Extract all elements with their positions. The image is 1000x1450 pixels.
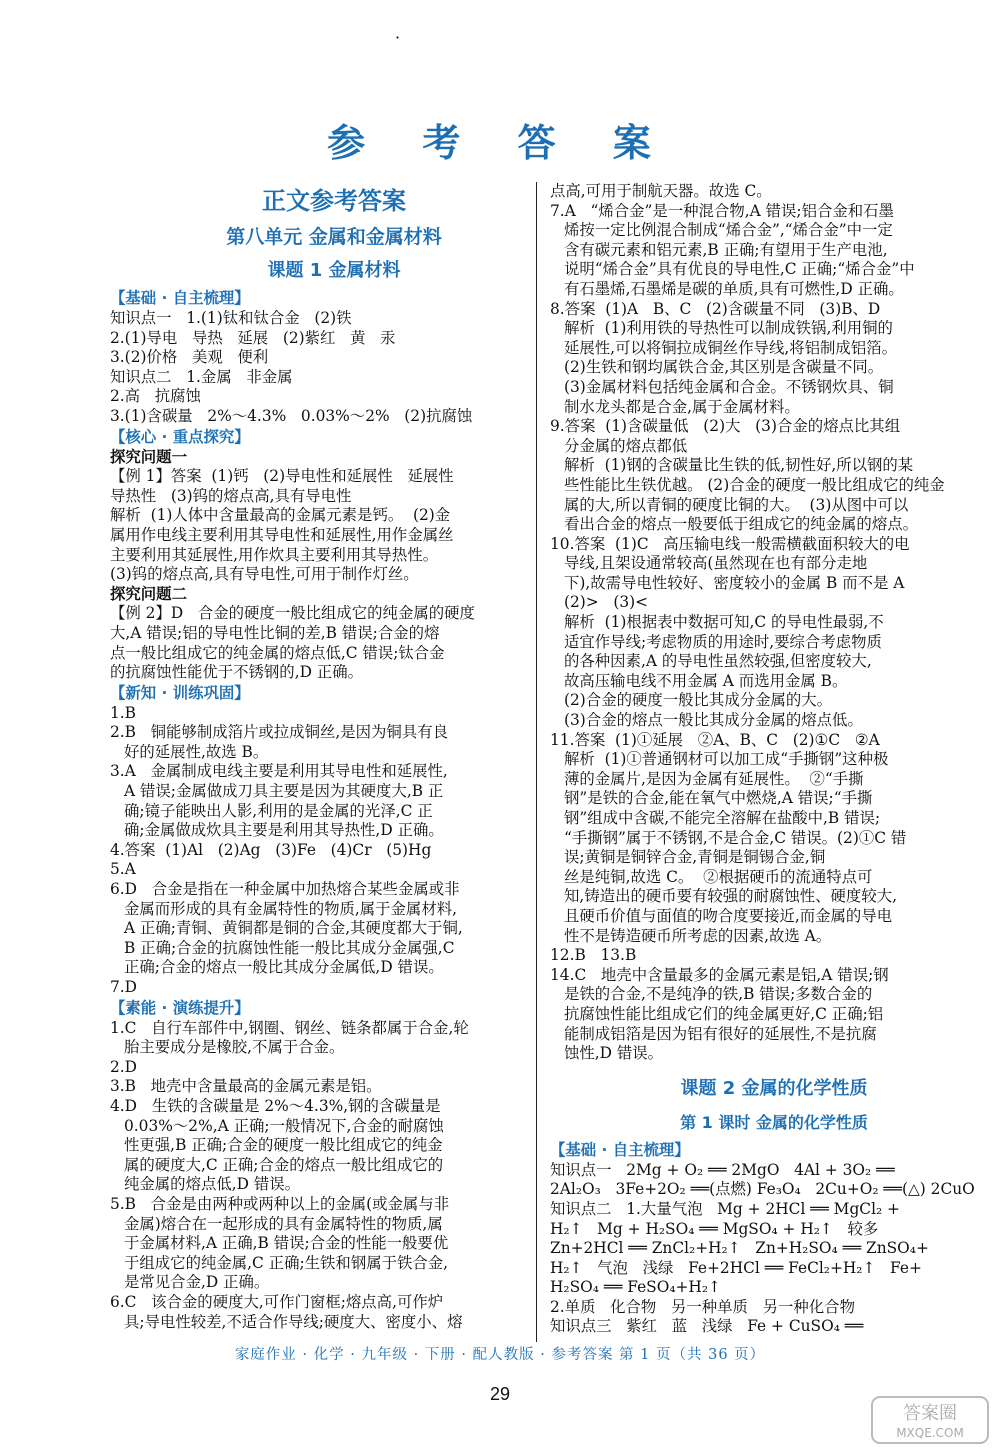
answer-line: 抗腐蚀性能比组成它们的纯金属更好,C 正确;铝 — [564, 1004, 884, 1023]
answer-line: “手撕钢”属于不锈钢,不是合金,C 错误。(2)①C 错 — [564, 828, 907, 847]
answer-line: 3.A 金属制成电线主要是利用其导电性和延展性, — [110, 762, 448, 781]
answer-line: 点高,可用于制航天器。故选 C。 — [550, 182, 772, 200]
answer-line: 12.B 13.B — [550, 946, 637, 965]
watermark-url: MXQE.COM — [896, 1426, 964, 1440]
period-1-title: 第 1 课时 金属的化学性质 — [680, 1112, 868, 1132]
answer-line: B 正确;合金的抗腐蚀性能一般比其成分金属强,C — [124, 938, 455, 957]
answer-line: H₂↑ 气泡 浅绿 Fe+2HCl ══ FeCl₂+H₂↑ Fe+ — [550, 1258, 922, 1277]
answer-line: A 错误;金属做成刀具主要是因为其硬度大,B 正 — [124, 782, 444, 801]
answer-line: 5.A — [110, 860, 136, 879]
answer-line: (3)金属材料包括纯金属和合金。不锈钢炊具、铜 — [564, 377, 894, 396]
answer-line: 1.B — [110, 703, 136, 722]
section-label-improve: 【素能 · 演练提升】 — [110, 998, 250, 1017]
answer-line: 胎主要成分是橡胶,不属于合金。 — [124, 1038, 345, 1057]
answer-line: 金属而形成的具有金属特性的物质,属于金属材料, — [124, 899, 457, 918]
answer-line: 4.答案 (1)Al (2)Ag (3)Fe (4)Cr (5)Hg — [110, 840, 432, 859]
answer-line: 【例 2】D 合金的硬度一般比组成它的纯金属的硬度 — [110, 604, 475, 623]
answer-line: 属的硬度大,C 正确;合金的熔点一般比组成它的 — [124, 1155, 444, 1174]
answer-line: 性不是铸造硬币所考虑的因素,故选 A。 — [564, 926, 832, 945]
answer-line: 能制成铝箔是因为铝有很好的延展性,不是抗腐 — [564, 1024, 877, 1043]
answer-line: 2.高 抗腐蚀 — [110, 387, 201, 406]
lesson-title: 课题 1 金属材料 — [267, 260, 401, 281]
answer-line: 6.D 合金是指在一种金属中加热熔合某些金属或非 — [110, 880, 460, 899]
answer-line: 薄的金属片,是因为金属有延展性。 ②“手撕 — [564, 769, 864, 788]
answer-line: 2.D — [110, 1057, 138, 1076]
watermark-text: 答案圈 — [903, 1403, 957, 1424]
section-label-core: 【核心 · 重点探究】 — [110, 427, 250, 446]
answer-line: 下),故需导电性较好、密度较小的金属 B 而不是 A — [564, 573, 905, 592]
answer-line: A 正确;青铜、黄铜都是铜的合金,其硬度都大于铜, — [124, 919, 463, 938]
question-title-1: 探究问题一 — [110, 447, 187, 466]
answer-line: 确;镜子能映出人影,利用的是金属的光泽,C 正 — [124, 801, 433, 820]
answer-line: 0.03%～2%,A 正确;一般情况下,合金的耐腐蚀 — [124, 1116, 444, 1135]
answer-line: 解析 (1)利用铁的导热性可以制成铁锅,利用铜的 — [564, 319, 893, 338]
chemistry-answers — [550, 1161, 998, 1337]
lesson-2-title: 课题 2 金属的化学性质 — [680, 1077, 868, 1099]
answer-line: 好的延展性,故选 B。 — [124, 742, 269, 761]
answer-line: (3)钨的熔点高,具有导电性,可用于制作灯丝。 — [110, 565, 419, 584]
answer-line: 是常见合金,D 正确。 — [124, 1273, 270, 1292]
answer-line: 9.答案 (1)含碳量低 (2)大 (3)合金的熔点比其组 — [550, 417, 901, 436]
basic-answers — [110, 309, 558, 427]
answer-line: 蚀性,D 错误。 — [564, 1044, 664, 1063]
top-dot: · — [395, 28, 401, 47]
answer-line: 具;导电性较差,不适合作导线;硬度大、密度小、熔 — [124, 1312, 463, 1331]
answer-line: 大,A 错误;铝的导电性比铜的差,B 错误;合金的熔 — [110, 623, 440, 642]
answer-line: 于组成它的纯金属,C 正确;生铁和钢属于铁合金, — [124, 1253, 449, 1272]
answer-line: 2Al₂O₃ 3Fe+2O₂ ══(点燃) Fe₃O₄ 2Cu+O₂ ══(△) 2CuO — [550, 1180, 975, 1199]
page-footer: 家庭作业 · 化学 · 九年级 · 下册 · 配人教版 · 参考答案 第 1 页（共 36 页） — [234, 1347, 766, 1363]
answer-line: 解析 (1)人体中含量最高的金属元素是钙。 (2)金 — [110, 506, 451, 525]
answer-line: 故高压输电线不用金属 A 而选用金属 B。 — [564, 671, 848, 690]
answer-line: 知识点一 2Mg + O₂ ══ 2MgO 4Al + 3O₂ ══ — [550, 1160, 895, 1179]
answer-line: 1.C 自行车部件中,钢圈、钢丝、链条都属于合金,轮 — [110, 1018, 469, 1037]
answer-line: 于金属材料,A 正确,B 错误;合金的性能一般要优 — [124, 1234, 449, 1253]
answer-line: 7.D — [110, 978, 138, 996]
answer-line: 适宜作导线;考虑物质的用途时,要综合考虑物质 — [564, 632, 882, 651]
answer-line: (2)合金的硬度一般比其成分金属的大。 — [564, 691, 833, 710]
answer-line: Zn+2HCl ══ ZnCl₂+H₂↑ Zn+H₂SO₄ ══ ZnSO₄+ — [550, 1239, 929, 1258]
question-title-2: 探究问题二 — [110, 584, 187, 603]
answer-line: 7.A “烯合金”是一种混合物,A 错误;铝合金和石墨 — [550, 201, 894, 220]
answer-line: 烯按一定比例混合制成“烯合金”,“烯合金”中一定 — [564, 221, 893, 240]
example-2-answers — [110, 604, 558, 682]
answer-line: 2.B 铜能够制成箔片或拉成铜丝,是因为铜具有良 — [110, 723, 448, 742]
answer-line: 4.D 生铁的含碳量是 2%～4.3%,钢的含碳量是 — [110, 1096, 441, 1115]
answer-line: 误;黄铜是铜锌合金,青铜是铜锡合金,铜 — [564, 848, 826, 867]
answer-line: 3.(1)含碳量 2%～4.3% 0.03%～2% (2)抗腐蚀 — [110, 406, 473, 425]
answer-line: 说明“烯合金”具有优良的导电性,C 正确;“烯合金”中 — [564, 260, 915, 279]
answer-line: 有石墨烯,石墨烯是碳的单质,具有可燃性,D 正确。 — [564, 279, 904, 298]
answer-line: 丝是纯铜,故选 C。 ②根据硬币的流通特点可 — [564, 867, 873, 886]
section-label-basic-2: 【基础 · 自主梳理】 — [550, 1140, 690, 1159]
answer-line: 知识点二 1.金属 非金属 — [110, 367, 293, 386]
answer-line: 看出合金的熔点一般要低于组成它的纯金属的熔点。 — [564, 515, 918, 534]
answer-line: 属的大,所以青铜的硬度比铜的大。 (3)从图中可以 — [564, 495, 909, 514]
answer-line: 金属)熔合在一起形成的具有金属特性的物质,属 — [124, 1214, 443, 1233]
answer-line: 10.答案 (1)C 高压输电线一般需横截面积较大的电 — [550, 534, 910, 553]
answer-line: 点一般比组成它的纯金属的熔点低,C 错误;钛合金 — [110, 643, 445, 662]
answer-line: H₂↑ Mg + H₂SO₄ ══ MgSO₄ + H₂↑ 较多 — [550, 1219, 879, 1238]
answer-line: 8.答案 (1)A B、C (2)含碳量不同 (3)B、D — [550, 299, 881, 318]
section-label-basic: 【基础 · 自主梳理】 — [110, 289, 250, 307]
answer-line: 正确;合金的熔点一般比其成分金属低,D 错误。 — [124, 958, 444, 977]
answer-line: 且硬币价值与面值的吻合度要接近,而金属的导电 — [564, 906, 893, 925]
page-number: 29 — [489, 1384, 511, 1404]
example-1-answers — [110, 467, 558, 585]
answer-line: 的抗腐蚀性能优于不锈钢的,D 正确。 — [110, 663, 363, 682]
answer-line: 含有碳元素和铝元素,B 正确;有望用于生产电池, — [564, 240, 888, 259]
answer-line: 是铁的合金,不是纯净的铁,B 错误;多数合金的 — [564, 985, 873, 1004]
answer-line: 11.答案 (1)①延展 ②A、B、C (2)①C ②A — [550, 730, 880, 749]
answer-line: (3)合金的熔点一般比其成分金属的熔点低。 — [564, 711, 863, 730]
answer-line: 钢”是铁的合金,能在氧气中燃烧,A 错误;“手撕 — [564, 789, 873, 808]
answer-line: 解析 (1)根据表中数据可知,C 的导电性最弱,不 — [564, 613, 884, 632]
answer-line: 6.C 该合金的硬度大,可作门窗框;熔点高,可作炉 — [110, 1292, 444, 1311]
answer-line: 3.B 地壳中含量最高的金属元素是铝。 — [110, 1077, 382, 1096]
answer-line: 属用作电线主要利用其导电性和延展性,用作金属丝 — [110, 525, 454, 544]
answer-line: 知识点一 1.(1)钛和钛合金 (2)铁 — [110, 309, 352, 327]
section-label-practice: 【新知 · 训练巩固】 — [110, 683, 250, 702]
right-column — [550, 182, 998, 1337]
left-column — [110, 182, 558, 1332]
answer-line: 解析 (1)①普通钢材可以加工成“手撕钢”这种极 — [564, 750, 889, 769]
answer-line: H₂SO₄ ══ FeSO₄+H₂↑ — [550, 1278, 721, 1297]
answer-line: 3.(2)价格 美观 便利 — [110, 348, 269, 367]
answer-line: 知识点二 1.大量气泡 Mg + 2HCl ══ MgCl₂ + — [550, 1199, 900, 1218]
answer-line: 性更强,B 正确;合金的硬度一般比组成它的纯金 — [124, 1136, 443, 1155]
answer-line: 5.B 合金是由两种或两种以上的金属(或金属与非 — [110, 1194, 450, 1213]
answer-line: 制水龙头都是合金,属于金属材料。 — [564, 397, 800, 416]
answer-line: 知识点三 紫红 蓝 浅绿 Fe + CuSO₄ ══ — [550, 1317, 864, 1336]
answer-line: 分金属的熔点都低 — [564, 436, 688, 455]
answer-line: 14.C 地壳中含量最多的金属元素是铝,A 错误;钢 — [550, 965, 889, 984]
page-title: 参 考 答 案 — [327, 121, 673, 165]
section-title: 正文参考答案 — [262, 187, 406, 215]
answer-line: 2.(1)导电 导热 延展 (2)紫红 黄 汞 — [110, 328, 396, 347]
answer-line: 导热性 (3)钨的熔点高,具有导电性 — [110, 486, 352, 505]
practice-answers — [110, 704, 558, 998]
answer-line: 钢”组成中含碳,不能完全溶解在盐酸中,B 错误; — [564, 809, 881, 827]
answer-line: 些性能比生铁优越。 (2)合金的硬度一般比组成它的纯金 — [564, 475, 945, 494]
answer-line: 确;金属做成炊具主要是利用其导热性,D 正确。 — [124, 821, 444, 840]
answer-line: (2)> (3)< — [564, 593, 649, 612]
watermark-logo — [870, 1395, 990, 1445]
improve-answers — [110, 1019, 558, 1333]
answer-line: 【例 1】答案 (1)钙 (2)导电性和延展性 延展性 — [110, 467, 454, 486]
continued-answers — [550, 182, 998, 1064]
answer-line: 的各种因素,A 的导电性虽然较强,但密度较大, — [564, 652, 872, 671]
answer-line: 导线,且架设通常较高(虽然现在也有部分走地 — [564, 554, 868, 573]
answer-line: 知,铸造出的硬币要有较强的耐腐蚀性、硬度较大, — [564, 887, 897, 906]
answer-line: 2.单质 化合物 另一种单质 另一种化合物 — [550, 1297, 855, 1316]
unit-title: 第八单元 金属和金属材料 — [226, 226, 442, 248]
answer-line: 主要利用其延展性,用作炊具主要利用其导热性。 — [110, 545, 439, 564]
answer-line: 纯金属的熔点低,D 错误。 — [124, 1175, 301, 1194]
answer-line: (2)生铁和钢均属铁合金,其区别是含碳量不同。 — [564, 358, 884, 377]
answer-line: 解析 (1)钢的含碳量比生铁的低,韧性好,所以钢的某 — [564, 456, 914, 475]
answer-line: 延展性,可以将铜拉成铜丝作导线,将铝制成铝箔。 — [564, 338, 897, 357]
